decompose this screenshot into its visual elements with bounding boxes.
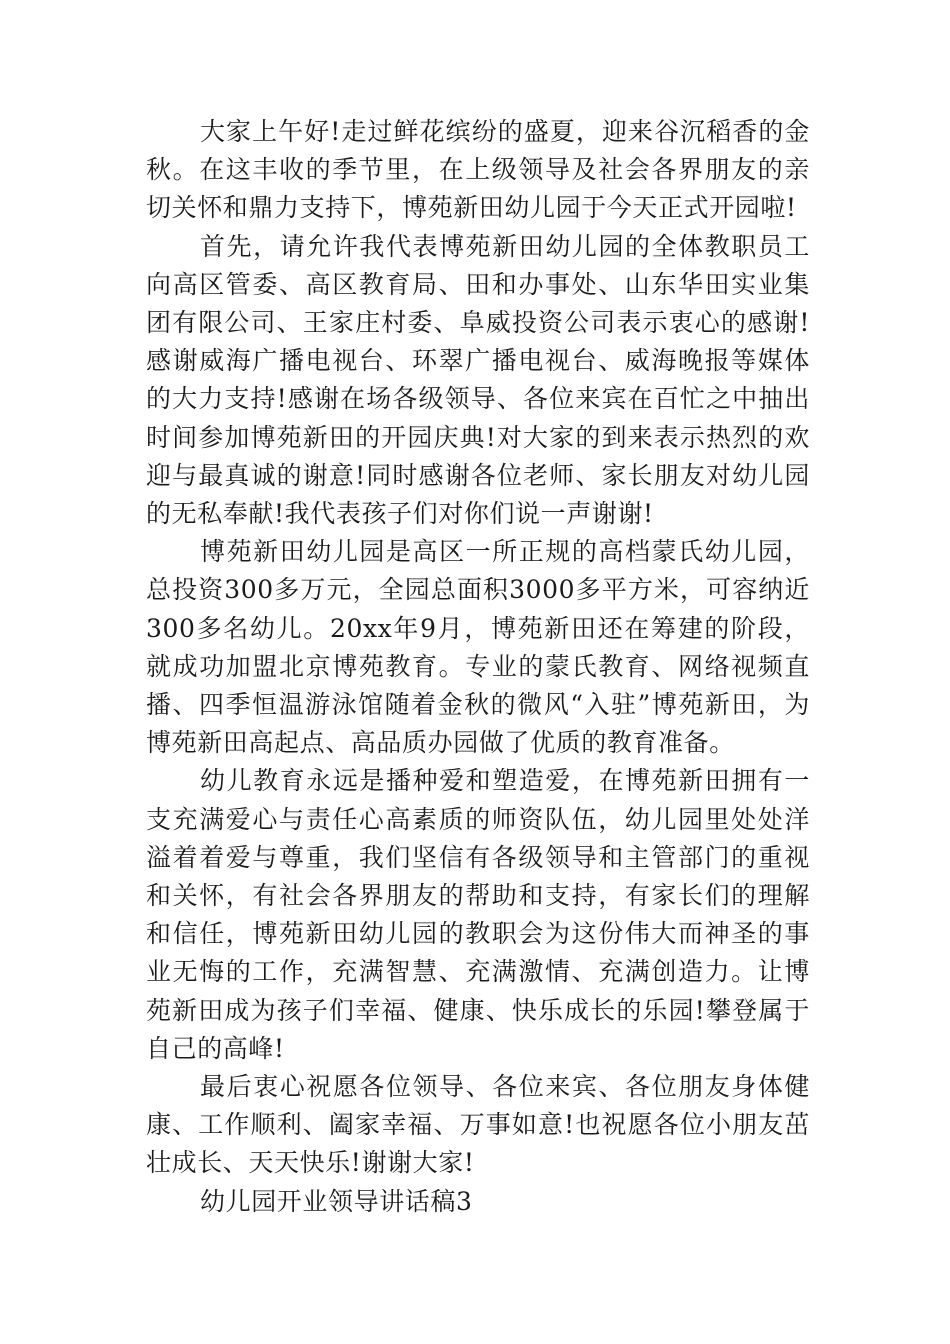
paragraph-greeting: 大家上午好!走过鲜花缤纷的盛夏，迎来谷沉稻香的金秋。在这丰收的季节里，在上级领导及社会各界朋友的亲切关怀和鼎力支持下，博苑新田幼儿园于今天正式开园啦!	[146, 117, 810, 223]
next-section-title: 幼儿园开业领导讲话稿3	[200, 1186, 473, 1216]
paragraph-wishes: 最后衷心祝愿各位领导、各位来宾、各位朋友身体健康、工作顺利、阖家幸福、万事如意!也祝愿各位小朋友茁壮成长、天天快乐!谢谢大家!	[146, 1072, 810, 1178]
paragraph-education: 幼儿教育永远是播种爱和塑造爱，在博苑新田拥有一支充满爱心与责任心高素质的师资队伍，幼儿园里处处洋溢着着爱与尊重，我们坚信有各级领导和主管部门的重视和关怀，有社会各界朋友的帮助和支持，有家长们的理解和信任，博苑新田幼儿园的教职会为这份伟大而神圣的事业无悔的工作，充满智慧、充满激情、充满创造力。让博苑新田成为孩子们幸福、健康、快乐成长的乐园!攀登属于自己的高峰!	[146, 766, 810, 1063]
document-body	[146, 113, 810, 1221]
paragraph-thanks: 首先，请允许我代表博苑新田幼儿园的全体教职员工向高区管委、高区教育局、田和办事处、山东华田实业集团有限公司、王家庄村委、阜威投资公司表示衷心的感谢!感谢威海广播电视台、环翠广播电视台、威海晚报等媒体的大力支持!感谢在场各级领导、各位来宾在百忙之中抽出时间参加博苑新田的开园庆典!对大家的到来表示热烈的欢迎与最真诚的谢意!同时感谢各位老师、家长朋友对幼儿园的无私奉献!我代表孩子们对你们说一声谢谢!	[146, 231, 810, 529]
paragraph-introduction: 博苑新田幼儿园是高区一所正规的高档蒙氏幼儿园，总投资300多万元，全园总面积3000多平方米，可容纳近300多名幼儿。20xx年9月，博苑新田还在筹建的阶段，就成功加盟北京博苑教育。专业的蒙氏教育、网络视频直播、四季恒温游泳馆随着金秋的微风“入驻”博苑新田，为博苑新田高起点、高品质办园做了优质的教育准备。	[146, 537, 810, 758]
